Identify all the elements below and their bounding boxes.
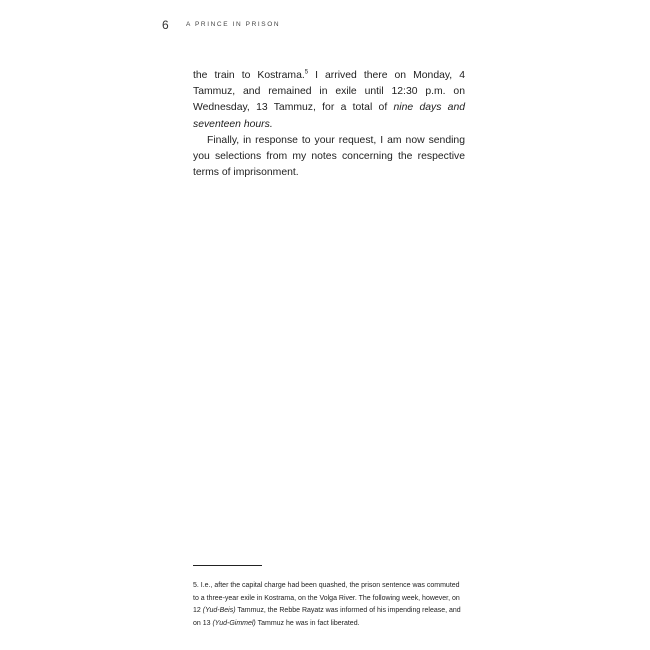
footnote-italic-2: (Yud-Gimmel) xyxy=(212,619,256,627)
paragraph-1-text-b: I arrived there on Monday, 4 Tammuz, and remained in exile until 12:30 p.m. on Wednesday, 13 Tammuz, for a total of xyxy=(193,70,465,114)
running-head: A PRINCE IN PRISON xyxy=(186,21,281,28)
footnote-text-a: 5. I.e., after the capital charge had been quashed, the prison sentence was commuted to a three-year exile in Kostrama, on the Volga River. The following week, however, on 12 xyxy=(193,582,460,615)
footnote-reference[interactable]: 5 xyxy=(304,69,309,76)
footnote-5 xyxy=(193,580,465,630)
footnote-italic-1: (Yud-Beis) xyxy=(202,607,236,615)
footnote-text-b: Tammuz, the Rebbe Rayatz was informed of his impending release, and on 13 xyxy=(193,607,461,627)
footnote xyxy=(193,580,465,630)
footnote-text-c: Tammuz he was in fact liberated. xyxy=(255,619,360,627)
body-text xyxy=(193,68,465,181)
paragraph-1 xyxy=(193,68,465,133)
page-number: 6 xyxy=(162,18,169,32)
footnote-rule xyxy=(193,565,262,566)
paragraph-1-emphasis: nine days and seventeen hours. xyxy=(193,102,466,130)
paragraph-1-text-a: the train to Kostrama. xyxy=(193,70,305,81)
paragraph-2: Finally, in response to your request, I am now sending you selections from my notes concerning the respective terms of imprisonment. xyxy=(193,134,465,179)
